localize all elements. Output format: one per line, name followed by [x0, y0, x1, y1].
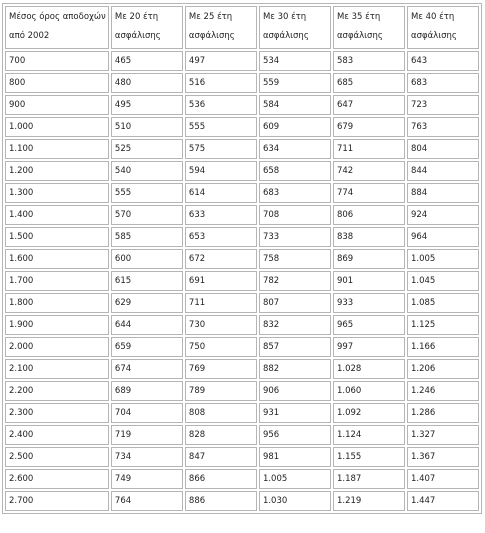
- pension-cell: 614: [185, 183, 257, 203]
- pension-cell: 480: [111, 73, 183, 93]
- earnings-cell: 1.900: [5, 315, 109, 335]
- pension-cell: 1.124: [333, 425, 405, 445]
- pension-cell: 1.367: [407, 447, 479, 467]
- earnings-cell: 1.800: [5, 293, 109, 313]
- table-header: [5, 6, 479, 49]
- pension-cell: 734: [111, 447, 183, 467]
- pension-cell: 838: [333, 227, 405, 247]
- header-line: Με 30 έτη: [262, 12, 307, 22]
- pension-cell: 1.447: [407, 491, 479, 511]
- pension-cell: 585: [111, 227, 183, 247]
- pension-cell: 774: [333, 183, 405, 203]
- table-row: [5, 73, 479, 93]
- pension-cell: 866: [185, 469, 257, 489]
- earnings-cell: 2.300: [5, 403, 109, 423]
- pension-cell: 1.092: [333, 403, 405, 423]
- pension-table: [2, 3, 482, 514]
- pension-cell: 1.166: [407, 337, 479, 357]
- pension-cell: 882: [259, 359, 331, 379]
- earnings-cell: 2.000: [5, 337, 109, 357]
- table-row: [5, 205, 479, 225]
- pension-cell: 733: [259, 227, 331, 247]
- pension-cell: 742: [333, 161, 405, 181]
- table-row: [5, 315, 479, 335]
- pension-cell: 730: [185, 315, 257, 335]
- earnings-cell: 2.100: [5, 359, 109, 379]
- earnings-cell: 2.200: [5, 381, 109, 401]
- pension-cell: 525: [111, 139, 183, 159]
- pension-cell: 832: [259, 315, 331, 335]
- pension-cell: 647: [333, 95, 405, 115]
- header-line: Με 40 έτη: [410, 12, 455, 22]
- header-25-years: [185, 6, 257, 49]
- earnings-cell: 1.300: [5, 183, 109, 203]
- header-35-years: [333, 6, 405, 49]
- pension-cell: 1.155: [333, 447, 405, 467]
- pension-cell: 789: [185, 381, 257, 401]
- pension-cell: 495: [111, 95, 183, 115]
- pension-cell: 516: [185, 73, 257, 93]
- earnings-cell: 1.100: [5, 139, 109, 159]
- pension-cell: 679: [333, 117, 405, 137]
- header-line: Με 25 έτη: [188, 12, 233, 22]
- pension-cell: 708: [259, 205, 331, 225]
- pension-cell: 629: [111, 293, 183, 313]
- pension-cell: 534: [259, 51, 331, 71]
- table-row: [5, 183, 479, 203]
- pension-cell: 659: [111, 337, 183, 357]
- pension-cell: 901: [333, 271, 405, 291]
- pension-cell: 723: [407, 95, 479, 115]
- pension-cell: 615: [111, 271, 183, 291]
- pension-cell: 497: [185, 51, 257, 71]
- pension-cell: 719: [111, 425, 183, 445]
- pension-cell: 711: [333, 139, 405, 159]
- pension-cell: 584: [259, 95, 331, 115]
- pension-cell: 1.246: [407, 381, 479, 401]
- pension-cell: 1.085: [407, 293, 479, 313]
- pension-cell: 1.060: [333, 381, 405, 401]
- table-row: [5, 359, 479, 379]
- pension-cell: 555: [111, 183, 183, 203]
- pension-cell: 570: [111, 205, 183, 225]
- table-row: [5, 227, 479, 247]
- earnings-cell: 1.400: [5, 205, 109, 225]
- table-row: [5, 381, 479, 401]
- pension-cell: 575: [185, 139, 257, 159]
- pension-cell: 536: [185, 95, 257, 115]
- pension-table-container: [2, 3, 482, 514]
- pension-cell: 609: [259, 117, 331, 137]
- pension-cell: 685: [333, 73, 405, 93]
- earnings-cell: 1.700: [5, 271, 109, 291]
- header-row: [5, 6, 479, 49]
- pension-cell: 1.407: [407, 469, 479, 489]
- pension-cell: 804: [407, 139, 479, 159]
- pension-cell: 906: [259, 381, 331, 401]
- header-line: Μέσος όρος αποδοχών: [9, 12, 106, 22]
- earnings-cell: 900: [5, 95, 109, 115]
- table-row: [5, 249, 479, 269]
- header-line: ασφάλισης: [410, 31, 457, 41]
- pension-cell: 981: [259, 447, 331, 467]
- table-row: [5, 117, 479, 137]
- pension-cell: 594: [185, 161, 257, 181]
- header-average-earnings: [5, 6, 109, 49]
- earnings-cell: 1.000: [5, 117, 109, 137]
- earnings-cell: 800: [5, 73, 109, 93]
- pension-cell: 634: [259, 139, 331, 159]
- table-row: [5, 271, 479, 291]
- table-row: [5, 337, 479, 357]
- pension-cell: 1.045: [407, 271, 479, 291]
- pension-cell: 600: [111, 249, 183, 269]
- pension-cell: 672: [185, 249, 257, 269]
- header-line: Με 20 έτη: [114, 12, 159, 22]
- pension-cell: 764: [111, 491, 183, 511]
- header-30-years: [259, 6, 331, 49]
- pension-cell: 540: [111, 161, 183, 181]
- pension-cell: 683: [407, 73, 479, 93]
- pension-cell: 1.005: [407, 249, 479, 269]
- table-row: [5, 425, 479, 445]
- pension-cell: 884: [407, 183, 479, 203]
- earnings-cell: 2.500: [5, 447, 109, 467]
- pension-cell: 1.327: [407, 425, 479, 445]
- header-line: Με 35 έτη: [336, 12, 381, 22]
- earnings-cell: 700: [5, 51, 109, 71]
- table-row: [5, 403, 479, 423]
- header-line: ασφάλισης: [114, 31, 161, 41]
- pension-cell: 658: [259, 161, 331, 181]
- earnings-cell: 1.600: [5, 249, 109, 269]
- table-row: [5, 139, 479, 159]
- earnings-cell: 1.500: [5, 227, 109, 247]
- pension-cell: 704: [111, 403, 183, 423]
- pension-cell: 633: [185, 205, 257, 225]
- pension-cell: 711: [185, 293, 257, 313]
- pension-cell: 465: [111, 51, 183, 71]
- pension-cell: 691: [185, 271, 257, 291]
- pension-cell: 769: [185, 359, 257, 379]
- pension-cell: 683: [259, 183, 331, 203]
- pension-cell: 1.187: [333, 469, 405, 489]
- pension-cell: 689: [111, 381, 183, 401]
- pension-cell: 924: [407, 205, 479, 225]
- pension-cell: 1.206: [407, 359, 479, 379]
- pension-cell: 559: [259, 73, 331, 93]
- table-row: [5, 95, 479, 115]
- pension-cell: 931: [259, 403, 331, 423]
- pension-cell: 808: [185, 403, 257, 423]
- table-row: [5, 447, 479, 467]
- pension-cell: 965: [333, 315, 405, 335]
- pension-cell: 782: [259, 271, 331, 291]
- pension-cell: 1.028: [333, 359, 405, 379]
- header-line: ασφάλισης: [262, 31, 309, 41]
- pension-cell: 555: [185, 117, 257, 137]
- earnings-cell: 2.600: [5, 469, 109, 489]
- pension-cell: 807: [259, 293, 331, 313]
- table-row: [5, 161, 479, 181]
- table-body: [5, 51, 479, 511]
- pension-cell: 869: [333, 249, 405, 269]
- pension-cell: 653: [185, 227, 257, 247]
- header-line: από 2002: [9, 31, 50, 41]
- table-row: [5, 491, 479, 511]
- pension-cell: 750: [185, 337, 257, 357]
- header-line: ασφάλισης: [336, 31, 383, 41]
- pension-cell: 1.030: [259, 491, 331, 511]
- table-row: [5, 469, 479, 489]
- pension-cell: 844: [407, 161, 479, 181]
- pension-cell: 763: [407, 117, 479, 137]
- pension-cell: 643: [407, 51, 479, 71]
- earnings-cell: 2.700: [5, 491, 109, 511]
- pension-cell: 644: [111, 315, 183, 335]
- table-row: [5, 51, 479, 71]
- table-row: [5, 293, 479, 313]
- pension-cell: 1.125: [407, 315, 479, 335]
- pension-cell: 758: [259, 249, 331, 269]
- pension-cell: 857: [259, 337, 331, 357]
- pension-cell: 749: [111, 469, 183, 489]
- pension-cell: 847: [185, 447, 257, 467]
- pension-cell: 828: [185, 425, 257, 445]
- pension-cell: 674: [111, 359, 183, 379]
- pension-cell: 1.005: [259, 469, 331, 489]
- earnings-cell: 2.400: [5, 425, 109, 445]
- pension-cell: 964: [407, 227, 479, 247]
- pension-cell: 933: [333, 293, 405, 313]
- header-line: ασφάλισης: [188, 31, 235, 41]
- pension-cell: 510: [111, 117, 183, 137]
- pension-cell: 1.219: [333, 491, 405, 511]
- pension-cell: 583: [333, 51, 405, 71]
- earnings-cell: 1.200: [5, 161, 109, 181]
- pension-cell: 1.286: [407, 403, 479, 423]
- header-40-years: [407, 6, 479, 49]
- pension-cell: 997: [333, 337, 405, 357]
- pension-cell: 806: [333, 205, 405, 225]
- header-20-years: [111, 6, 183, 49]
- pension-cell: 956: [259, 425, 331, 445]
- pension-cell: 886: [185, 491, 257, 511]
